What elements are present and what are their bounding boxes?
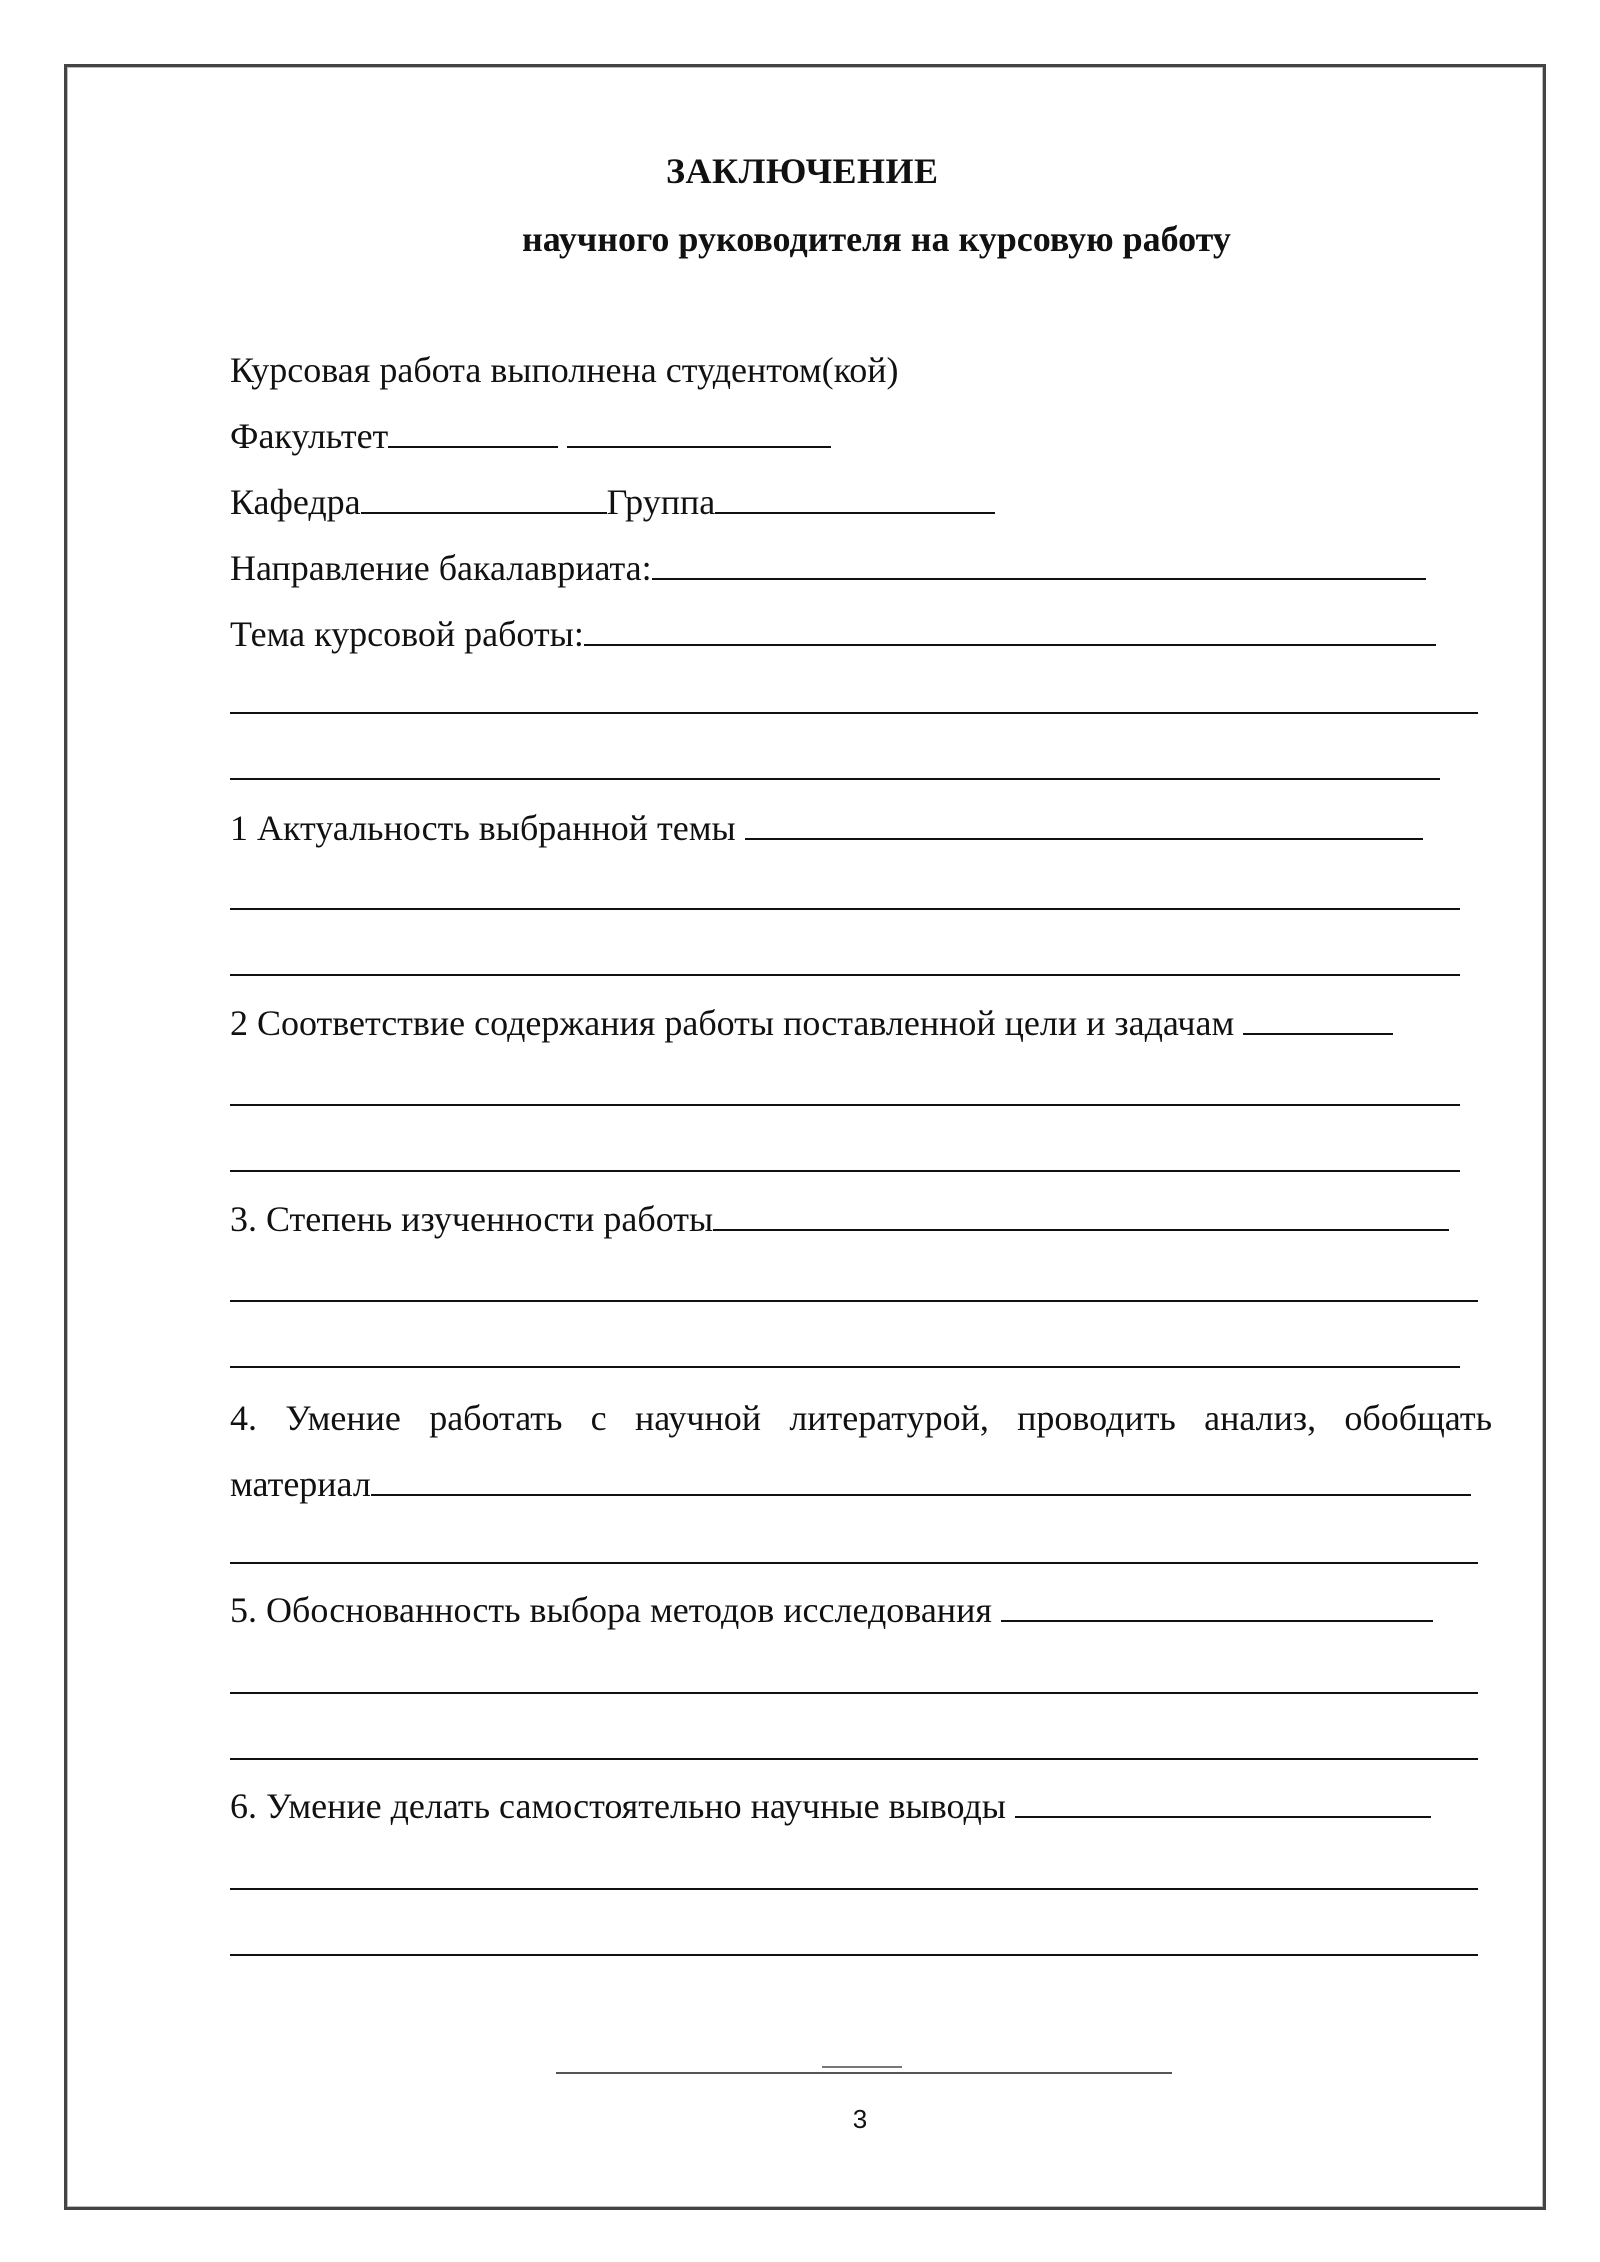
section-4-paragraph	[230, 1385, 1492, 1517]
section-6-blank-line-3[interactable]	[230, 1954, 1478, 1956]
department-blank[interactable]	[361, 482, 607, 514]
direction-line	[230, 546, 1426, 590]
section-4-blank-line-2[interactable]	[230, 1562, 1478, 1564]
topic-label: Тема курсовой работы:	[230, 614, 584, 654]
document-subtitle: научного руководителя на курсовую работу	[522, 219, 1231, 259]
section-1-label: 1 Актуальность выбранной темы	[230, 808, 736, 848]
section-3-blank-line-2[interactable]	[230, 1300, 1478, 1302]
topic-blank-line-2[interactable]	[230, 712, 1478, 714]
document-title: ЗАКЛЮЧЕНИЕ	[666, 151, 939, 191]
page-number: 3	[852, 2104, 868, 2134]
section-4-label-line-2: материал	[230, 1464, 371, 1504]
footer-rule-mark	[822, 2066, 902, 2068]
section-5-line	[230, 1588, 1433, 1632]
section-3-label: 3. Степень изученности работы	[230, 1199, 714, 1239]
section-6-blank[interactable]	[1015, 1786, 1431, 1818]
department-label: Кафедра	[230, 482, 361, 522]
section-5-blank-line-3[interactable]	[230, 1758, 1478, 1760]
section-2-blank-line-2[interactable]	[230, 1104, 1460, 1106]
section-4-label-line-1: 4. Умение работать с научной литературой, проводить анализ, обобщать	[230, 1398, 1492, 1438]
section-5-blank[interactable]	[1001, 1590, 1433, 1622]
department-group-line	[230, 480, 995, 524]
direction-label: Направление бакалавриата:	[230, 548, 652, 588]
faculty-blank-2[interactable]	[567, 416, 831, 448]
student-label: Курсовая работа выполнена студентом(кой)	[230, 350, 899, 390]
group-blank[interactable]	[715, 482, 995, 514]
section-4-blank[interactable]	[371, 1464, 1471, 1496]
faculty-line	[230, 414, 831, 458]
student-line	[230, 348, 899, 392]
section-6-blank-line-2[interactable]	[230, 1888, 1478, 1890]
section-6-label: 6. Умение делать самостоятельно научные выводы	[230, 1786, 1006, 1826]
section-2-blank[interactable]	[1243, 1003, 1393, 1035]
group-label: Группа	[606, 482, 716, 522]
direction-blank[interactable]	[652, 548, 1426, 580]
section-1-line	[230, 806, 1423, 850]
section-2-blank-line-3[interactable]	[230, 1170, 1460, 1172]
section-3-blank-line-3[interactable]	[230, 1366, 1460, 1368]
faculty-blank[interactable]	[388, 416, 558, 448]
section-6-line	[230, 1784, 1431, 1828]
section-1-blank[interactable]	[745, 808, 1423, 840]
section-1-blank-line-2[interactable]	[230, 908, 1460, 910]
topic-blank-line-3[interactable]	[230, 778, 1440, 780]
section-3-line	[230, 1197, 1449, 1241]
section-1-blank-line-3[interactable]	[230, 974, 1460, 976]
section-3-blank[interactable]	[713, 1199, 1449, 1231]
section-5-label: 5. Обоснованность выбора методов исследования	[230, 1590, 992, 1630]
section-2-line	[230, 1001, 1393, 1045]
section-5-blank-line-2[interactable]	[230, 1692, 1478, 1694]
section-2-label: 2 Соответствие содержания работы поставленной цели и задачам	[230, 1003, 1235, 1043]
footer-rule	[556, 2072, 1172, 2074]
topic-blank[interactable]	[584, 614, 1436, 646]
topic-line	[230, 612, 1436, 656]
faculty-label: Факультет	[230, 416, 389, 456]
